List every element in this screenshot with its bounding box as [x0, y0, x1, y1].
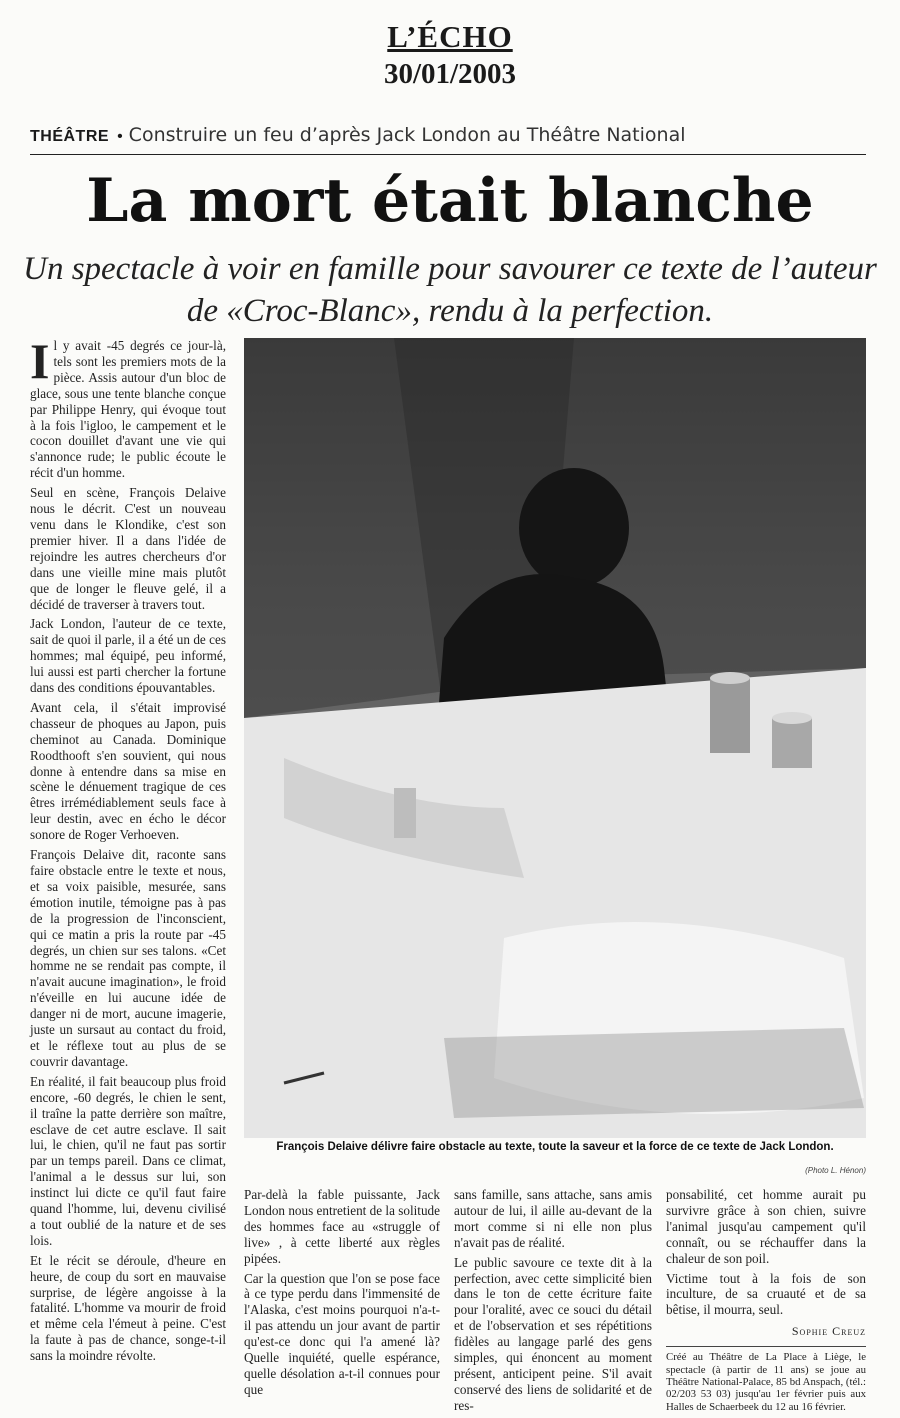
- standfirst: Un spectacle à voir en famille pour savourer ce texte de l’auteur de «Croc-Blanc», rendu à la perfection.: [23, 251, 877, 329]
- masthead: [0, 18, 900, 92]
- paragraph: En réalité, il fait beaucoup plus froid encore, -60 degrés, le chien le sent, il traîne la patte derrière son maître, esclave de cet autre esclave. Il sait lui, le chien, qu'il ne faut pas sortir par un temps pareil. Dans ce climat, l'animal a le dessus sur lui, son instinct lui dicte ce qu'il faut faire quand l'homme, lui, devenu civilisé a tout oublié de la nature et de ses lois.: [30, 1073, 226, 1248]
- paragraph: Seul en scène, François Delaive nous le décrit. C'est un nouveau venu dans le Klondike, c'est son premier hiver. Il a dans l'idée de rejoindre les autres chercheurs d'or dans une vieille mine mais plutôt que de longer le fleuve gelé, il a décidé de traverser à travers tout.: [30, 485, 226, 612]
- kicker-bullet: •: [117, 128, 123, 145]
- paragraph: sans famille, sans attache, sans amis autour de lui, il aille au-devant de la mort comme si ni elle non plus n'avait pas de réalité.: [454, 1187, 652, 1250]
- paragraph: Victime tout à la fois de son inculture, de sa cruauté et de sa bêtise, il mourra, seul.: [666, 1270, 866, 1318]
- paragraph: Avant cela, il s'était improvisé chasseur de phoques au Japon, puis cheminot au Canada. Dominique Roodthooft s'en souvient, qui nous donne à entendre dans sa mise en scène le dénuement tragique de ces êtres irrémédiablement seuls face à leur destin, avec en écho le décor sonore de Roger Verhoeven.: [30, 699, 226, 843]
- paragraph: Car la question que l'on se pose face à ce type perdu dans l'immensité de l'Alaska, c'est moins pourquoi n'a-t-il pas attendu un jour avant de partir qu'est-ce donc qui l'a amené là? Quelle inquiété, quelle espérance, quelle désolation a-t-il connues pour que: [244, 1270, 440, 1397]
- kicker-text: Construire un feu d’après Jack London au Théâtre National: [128, 124, 686, 146]
- photo-credit: (Photo L. Hénon): [805, 1166, 866, 1175]
- stage-photo: [244, 338, 866, 1138]
- paragraph: Et le récit se déroule, d'heure en heure, de coup du sort en mauvaise surprise, de légère angoisse à la fatalité. L'homme va mourir de froid et même cela l'émeut à peine. C'est la faute à pas de chance, songe-t-il sans la moindre révolte.: [30, 1252, 226, 1364]
- paragraph: Le public savoure ce texte dit à la perfection, avec cette simplicité bien dans le ton de cette écriture faite pour l'oralité, avec ce souci du détail et de l'observation et ses répétitions fidèles au langage parlé des gens simples, qui énoncent au moment présent, anticipent peine. S'il avait conservé des liens de solidarité et de res-: [454, 1254, 652, 1413]
- paragraph: François Delaive dit, raconte sans faire obstacle entre le texte et nous, et sa voix paisible, mesurée, sans émotion inutile, témoigne pas à pas de la progression de l'inconscient, qui ce matin a pris la route par -45 degrés, un chien sur ses talons. «Cet homme ne se rendait pas compte, il n'avait aucune imagination», le froid n'éveille en lui aucune idée de danger ni de mort, aucune imagerie, juste un sursaut au contact du froid, et le réflexe tout au plus de se couvrir davantage.: [30, 847, 226, 1069]
- practical-info-note: Créé au Théâtre de La Place à Liège, le spectacle (à partir de 11 ans) se joue au Théâtre National-Palace, 85 bd Anspach, (tél.: 02/203 53 03) jusqu'au 1er février puis aux Halles de Schaerbeek du 12 au 16 février.: [666, 1346, 866, 1413]
- paragraph: Par-delà la fable puissante, Jack London nous entretient de la solitude des hommes face au «struggle of live» , à cette liberté aux règles pipées.: [244, 1187, 440, 1266]
- author-signature: Sophie Creuz: [791, 1324, 866, 1339]
- section-rubric: THÉÂTRE: [30, 128, 110, 145]
- photo-caption: François Delaive délivre faire obstacle au texte, toute la saveur et la force de ce texte de Jack London.: [276, 1141, 834, 1153]
- drop-cap: I: [30, 333, 50, 389]
- article-column-4: [666, 1187, 866, 1413]
- issue-date: 30/01/2003: [383, 58, 517, 90]
- photo-illustration: [244, 338, 866, 1138]
- paragraph: Il y avait -45 degrés ce jour-là, tels sont les premiers mots de la pièce. Assis autour d'un bloc de glace, sous une tente blanche conçue par Philippe Henry, qui évoque tout à la fois l'igloo, le campement et le cocon douillet d'avant une vie qui s'annonce rude; le public écoute le récit d'un homme.: [30, 333, 226, 481]
- article-column-2: [244, 1187, 440, 1402]
- paragraph: Jack London, l'auteur de ce texte, sait de quoi il parle, il a été un de ces hommes; mal équipé, peu informé, lui aussi est parti chercher la fortune dans des conditions épouvantables.: [30, 616, 226, 696]
- headline: La mort était blanche: [86, 166, 814, 236]
- paragraph: ponsabilité, cet homme aurait pu survivre grâce à son chien, suivre l'animal jusqu'au campement qu'il connaît, ou se réchauffer dans la chaleur de son poil.: [666, 1187, 866, 1266]
- article-column-1: [30, 333, 226, 1368]
- kicker-line: [30, 124, 866, 155]
- article-column-3: [454, 1187, 652, 1418]
- newspaper-name: L’ÉCHO: [387, 19, 513, 54]
